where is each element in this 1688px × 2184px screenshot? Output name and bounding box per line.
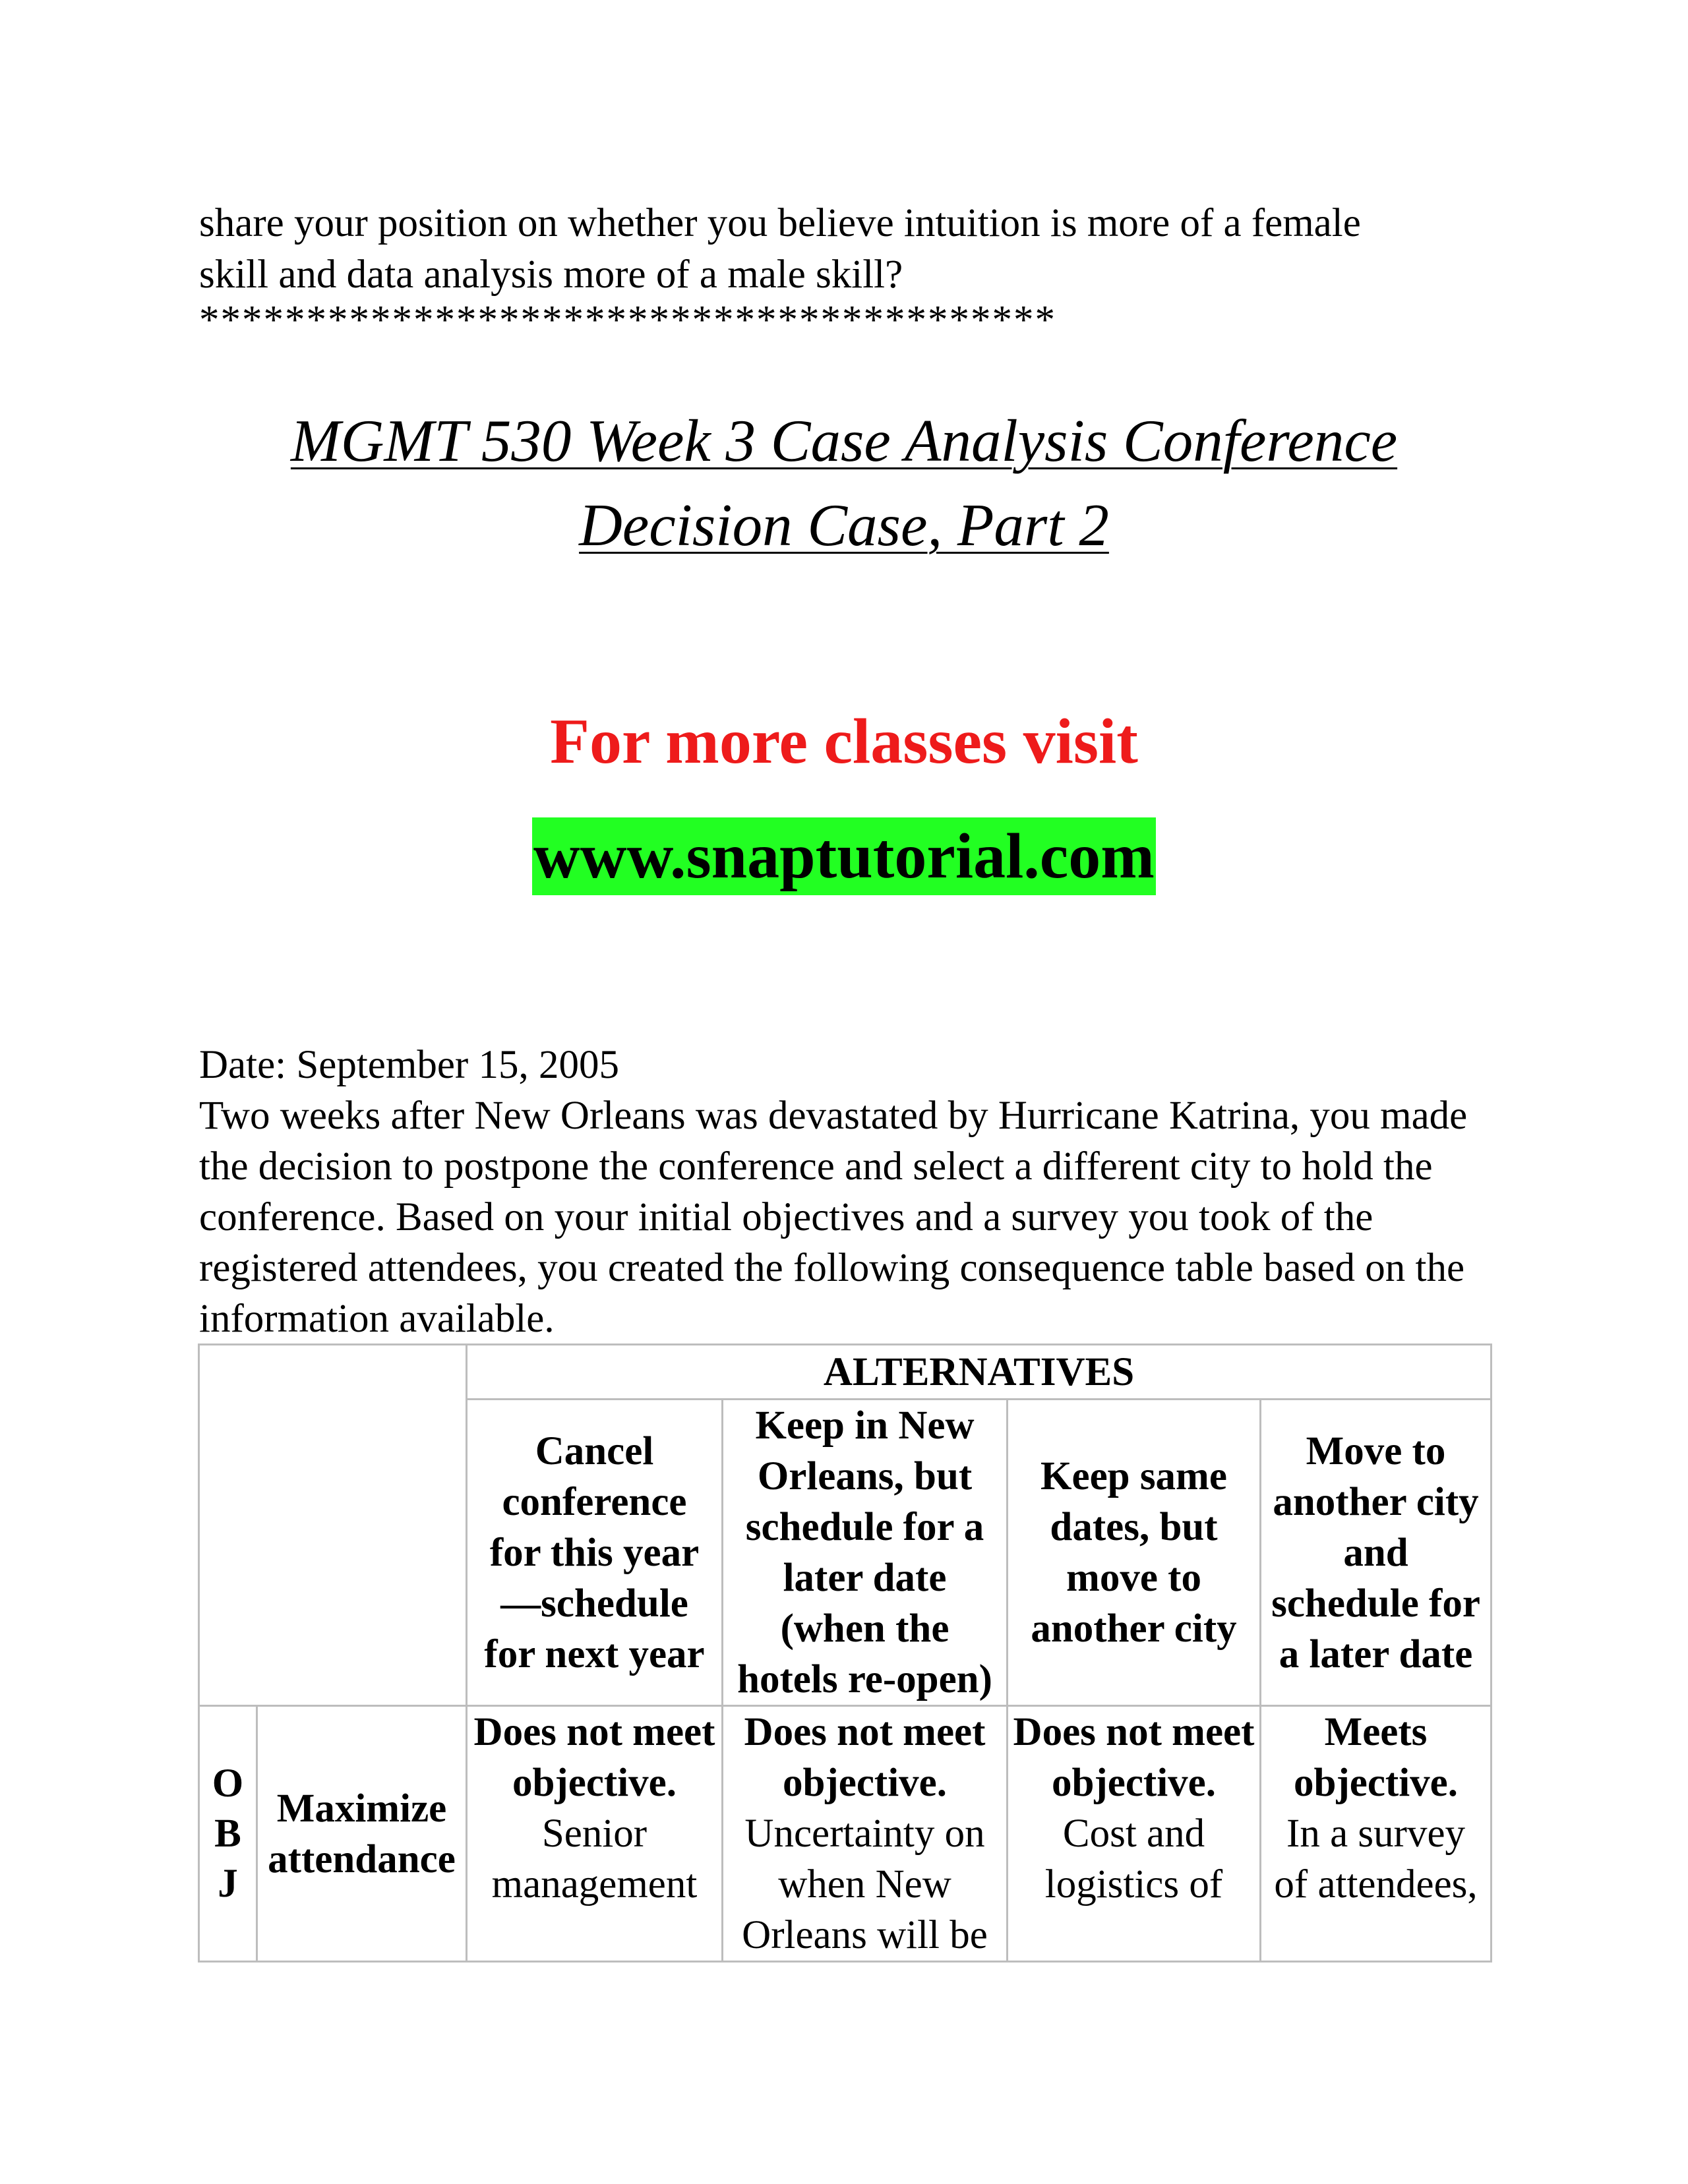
table-cell [467, 1706, 723, 1962]
cell-verdict: Does not meet objective. [473, 1710, 715, 1805]
row-label-maximize-attendance: Maximize attendance [257, 1706, 467, 1962]
promo-link-wrap [199, 817, 1489, 895]
document-title [199, 399, 1489, 568]
cell-verdict: Does not meet objective. [1013, 1710, 1255, 1805]
obj-letter: O [212, 1761, 244, 1806]
consequence-table [198, 1343, 1492, 1963]
cell-detail: Cost and logistics of [1044, 1812, 1223, 1906]
title-line-1: MGMT 530 Week 3 Case Analysis Conference [290, 407, 1398, 474]
cell-detail: In a survey of attendees, [1274, 1812, 1478, 1906]
column-header-move-later: Move to another city and schedule for a later date [1261, 1400, 1492, 1706]
case-body [199, 1040, 1505, 1344]
intro-text [199, 198, 1505, 340]
cell-verdict: Meets objective. [1294, 1710, 1459, 1805]
cell-detail: Uncertainty on when New Orleans will be [742, 1812, 988, 1957]
table-cell [1008, 1706, 1261, 1962]
intro-line-2: skill and data analysis more of a male skill? [199, 252, 903, 297]
cell-verdict: Does not meet objective. [744, 1710, 986, 1805]
objectives-label [199, 1706, 257, 1962]
table-cell [1261, 1706, 1492, 1962]
column-header-keep-later: Keep in New Orleans, but schedule for a later date (when the hotels re-open) [723, 1400, 1008, 1706]
column-header-cancel: Cancel conference for this year—schedule for next year [467, 1400, 723, 1706]
separator-stars: **************************************** [199, 298, 1056, 342]
cell-detail: Senior management [491, 1812, 698, 1906]
table-corner-cell [199, 1345, 467, 1706]
table-cell [723, 1706, 1008, 1962]
case-paragraph: Two weeks after New Orleans was devastated by Hurricane Katrina, you made the decision to postpone the conference and select a different city to hold the conference. Based on your initial objectives and a survey you took of the registered attendees, you created the following consequence table based on the information available. [199, 1094, 1468, 1341]
intro-line-1: share your position on whether you believe intuition is more of a female [199, 201, 1361, 245]
column-header-same-dates: Keep same dates, but move to another city [1008, 1400, 1261, 1706]
obj-letter: J [218, 1861, 238, 1906]
promo-link[interactable]: www.snaptutorial.com [532, 817, 1156, 895]
promo-text: For more classes visit [550, 706, 1138, 777]
case-date: Date: September 15, 2005 [199, 1043, 619, 1087]
title-line-2: Decision Case, Part 2 [579, 492, 1109, 558]
obj-letter: B [214, 1811, 241, 1856]
alternatives-header: ALTERNATIVES [467, 1345, 1492, 1400]
